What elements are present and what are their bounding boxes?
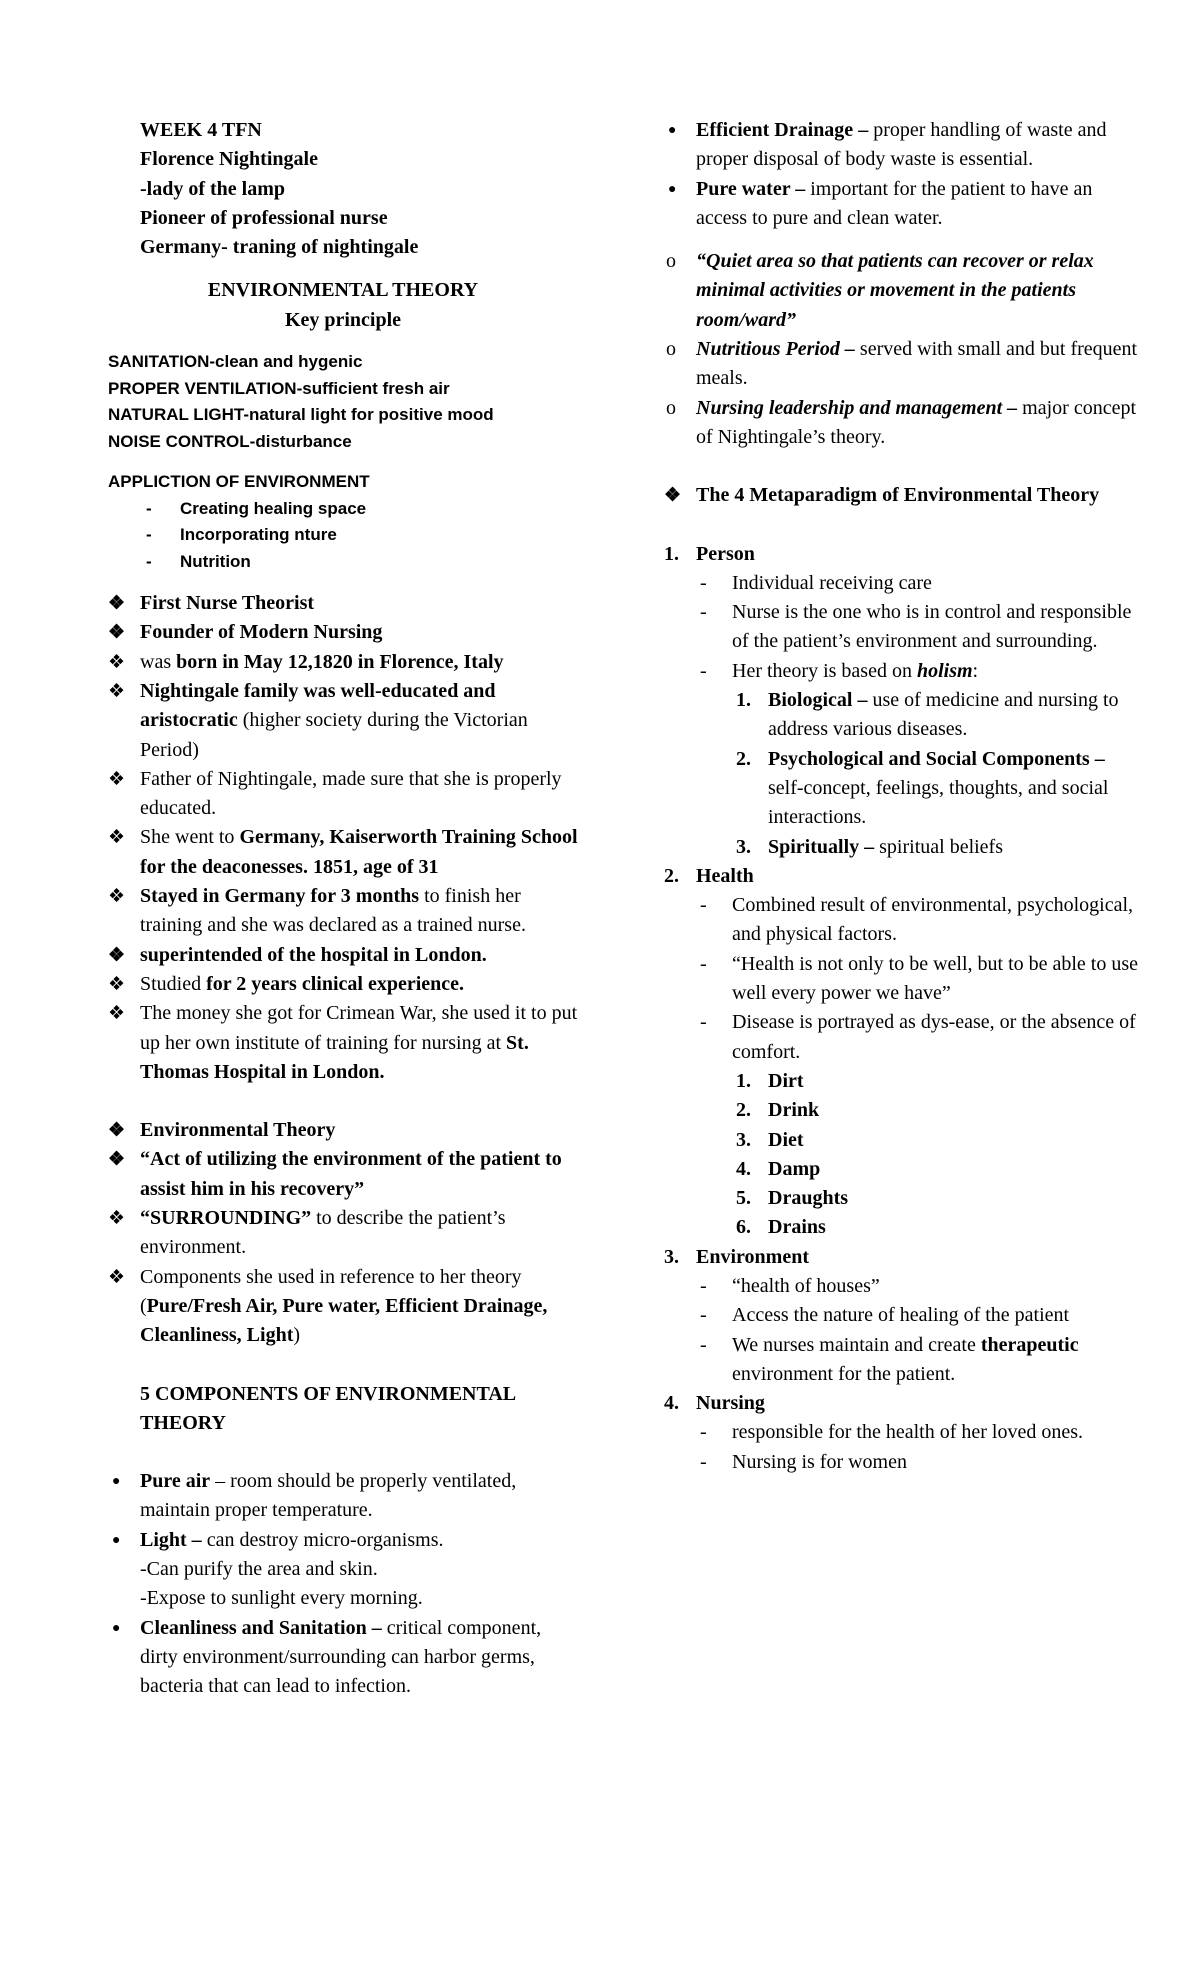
- fact-item: ❖ Studied for 2 years clinical experience.: [108, 970, 578, 999]
- diamond-bullet-icon: ❖: [108, 1149, 126, 1171]
- list-item: 1. Biological – use of medicine and nursing to address various diseases.: [736, 689, 1119, 741]
- meta-environment: 3. Environment: [664, 1245, 809, 1268]
- o-item: o Nursing leadership and management – major concept of Nightingale’s theory.: [664, 394, 1144, 453]
- list-item: 5. Draughts: [736, 1187, 849, 1210]
- open-diamond-bullet-icon: ❖: [108, 1266, 126, 1288]
- components-title: 5 COMPONENTS OF ENVIRONMENTAL THEORY: [140, 1382, 516, 1434]
- fact-item: ❖ Nightingale family was well-educated and aristocratic (higher society during the Victorian Period): [108, 677, 578, 765]
- header-block: [140, 116, 578, 262]
- o-bullet-icon: o: [666, 250, 676, 273]
- env-item: ❖ “Act of utilizing the environment of the patient to assist him in his recovery”: [108, 1145, 578, 1204]
- metaparadigm-title: ❖ The 4 Metaparadigm of Environmental Theory: [664, 481, 1144, 510]
- diamond-bullet-icon: ❖: [108, 622, 126, 644]
- fact-item: ❖ superintended of the hospital in London.: [108, 941, 578, 970]
- list-item: - Nutrition: [146, 551, 251, 571]
- list-item: - Nursing is for women: [700, 1450, 907, 1473]
- list-item: 1. Dirt: [736, 1069, 804, 1092]
- meta-person: 1. Person: [664, 542, 755, 565]
- principle-sanitation: SANITATION-clean and hygenic: [108, 352, 363, 372]
- open-diamond-bullet-icon: ❖: [108, 680, 126, 702]
- diamond-bullet-icon: ❖: [108, 593, 126, 615]
- key-principle-title: Key principle: [284, 308, 402, 331]
- fact-item: ❖ Stayed in Germany for 3 months to finish her training and she was declared as a trained nurse.: [108, 882, 578, 941]
- fact-item: ❖ Father of Nightingale, made sure that she is properly educated.: [108, 765, 578, 824]
- list-item: - Access the nature of healing of the patient: [700, 1304, 1070, 1327]
- week-title: WEEK 4 TFN: [140, 119, 262, 141]
- open-diamond-bullet-icon: ❖: [108, 1003, 126, 1025]
- env-item: ❖ “SURROUNDING” to describe the patient’s environment.: [108, 1204, 578, 1263]
- diamond-bullet-icon: ❖: [108, 973, 126, 995]
- principle-noise: NOISE CONTROL-disturbance: [108, 431, 352, 451]
- o-item: o Nutritious Period – served with small and but frequent meals.: [664, 335, 1144, 394]
- list-item: - “Health is not only to be well, but to be able to use well every power we have”: [700, 952, 1139, 1005]
- bullet-icon: ●: [112, 1532, 121, 1548]
- open-diamond-bullet-icon: ❖: [108, 1208, 126, 1230]
- subject-name: Florence Nightingale: [140, 148, 318, 171]
- o-bullet-icon: o: [666, 396, 676, 419]
- bullet-icon: ●: [668, 181, 677, 197]
- principle-light: NATURAL LIGHT-natural light for positive mood: [108, 405, 494, 425]
- fact-item: ❖ The money she got for Crimean War, she used it to put up her own institute of training for nursing at St. Thomas Hospital in London.: [108, 999, 578, 1087]
- diamond-bullet-icon: ❖: [108, 651, 126, 673]
- list-item: 2. Drink: [736, 1099, 820, 1122]
- list-item: - “health of houses”: [700, 1274, 880, 1297]
- application-title: APPLICTION OF ENVIRONMENT: [108, 472, 370, 492]
- list-item: 2. Psychological and Social Components – self-concept, feelings, thoughts, and social interactions.: [736, 747, 1109, 829]
- component-item: ● Light – can destroy micro-organisms. -Can purify the area and skin. -Expose to sunlight every morning.: [108, 1526, 578, 1614]
- fact-item: ❖ was born in May 12,1820 in Florence, Italy: [108, 648, 578, 677]
- left-column: [108, 116, 578, 1701]
- list-item: 6. Drains: [736, 1216, 826, 1239]
- fact-item: ❖ Founder of Modern Nursing: [108, 618, 578, 647]
- list-item: 4. Damp: [736, 1157, 821, 1180]
- open-diamond-bullet-icon: ❖: [108, 768, 126, 790]
- open-diamond-bullet-icon: ❖: [108, 886, 126, 908]
- right-column: [664, 116, 1144, 1477]
- env-item: ❖ Environmental Theory: [108, 1116, 578, 1145]
- component-item: ● Pure water – important for the patient to have an access to pure and clean water.: [664, 175, 1144, 234]
- open-diamond-bullet-icon: ❖: [108, 944, 126, 966]
- diamond-bullet-icon: ❖: [664, 485, 682, 507]
- list-item: - responsible for the health of her loved ones.: [700, 1421, 1084, 1444]
- component-item: ● Pure air – room should be properly ventilated, maintain proper temperature.: [108, 1467, 578, 1526]
- env-item: ❖ Components she used in reference to her theory (Pure/Fresh Air, Pure water, Efficient Drainage, Cleanliness, Light): [108, 1263, 578, 1351]
- list-item: - Her theory is based on holism:: [700, 659, 979, 682]
- list-item: - We nurses maintain and create therapeutic environment for the patient.: [700, 1333, 1079, 1385]
- meta-nursing: 4. Nursing: [664, 1392, 765, 1415]
- list-item: - Individual receiving care: [700, 571, 932, 594]
- component-item: ● Cleanliness and Sanitation – critical component, dirty environment/surrounding can harbor germs, bacteria that can lead to infection.: [108, 1614, 578, 1702]
- list-item: - Nurse is the one who is in control and responsible of the patient’s environment and surrounding.: [700, 601, 1132, 653]
- open-diamond-bullet-icon: ❖: [108, 1120, 126, 1142]
- principle-ventilation: PROPER VENTILATION-sufficient fresh air: [108, 378, 450, 398]
- germany-line: Germany- traning of nightingale: [140, 236, 419, 259]
- list-item: - Creating healing space: [146, 498, 367, 518]
- nickname: -lady of the lamp: [140, 177, 285, 200]
- o-item: o “Quiet area so that patients can recover or relax minimal activities or movement in the patients room/ward”: [664, 247, 1144, 335]
- pioneer-line: Pioneer of professional nurse: [140, 206, 388, 229]
- component-item: ● Efficient Drainage – proper handling of waste and proper disposal of body waste is essential.: [664, 116, 1144, 175]
- list-item: - Combined result of environmental, psychological, and physical factors.: [700, 894, 1134, 946]
- fact-item: ❖ She went to Germany, Kaiserworth Training School for the deaconesses. 1851, age of 31: [108, 823, 578, 882]
- fact-item: ❖ First Nurse Theorist: [108, 589, 578, 618]
- list-item: - Incorporating nture: [146, 525, 337, 545]
- diamond-bullet-icon: ❖: [108, 827, 126, 849]
- bullet-icon: ●: [668, 123, 677, 138]
- list-item: 3. Diet: [736, 1128, 804, 1151]
- list-item: - Disease is portrayed as dys-ease, or the absence of comfort.: [700, 1011, 1136, 1063]
- bullet-icon: ●: [112, 1474, 121, 1490]
- theory-title: ENVIRONMENTAL THEORY: [207, 279, 479, 302]
- list-item: 3. Spiritually – spiritual beliefs: [736, 835, 1003, 858]
- bullet-icon: ●: [112, 1620, 121, 1636]
- meta-health: 2. Health: [664, 864, 754, 887]
- o-bullet-icon: o: [666, 338, 676, 361]
